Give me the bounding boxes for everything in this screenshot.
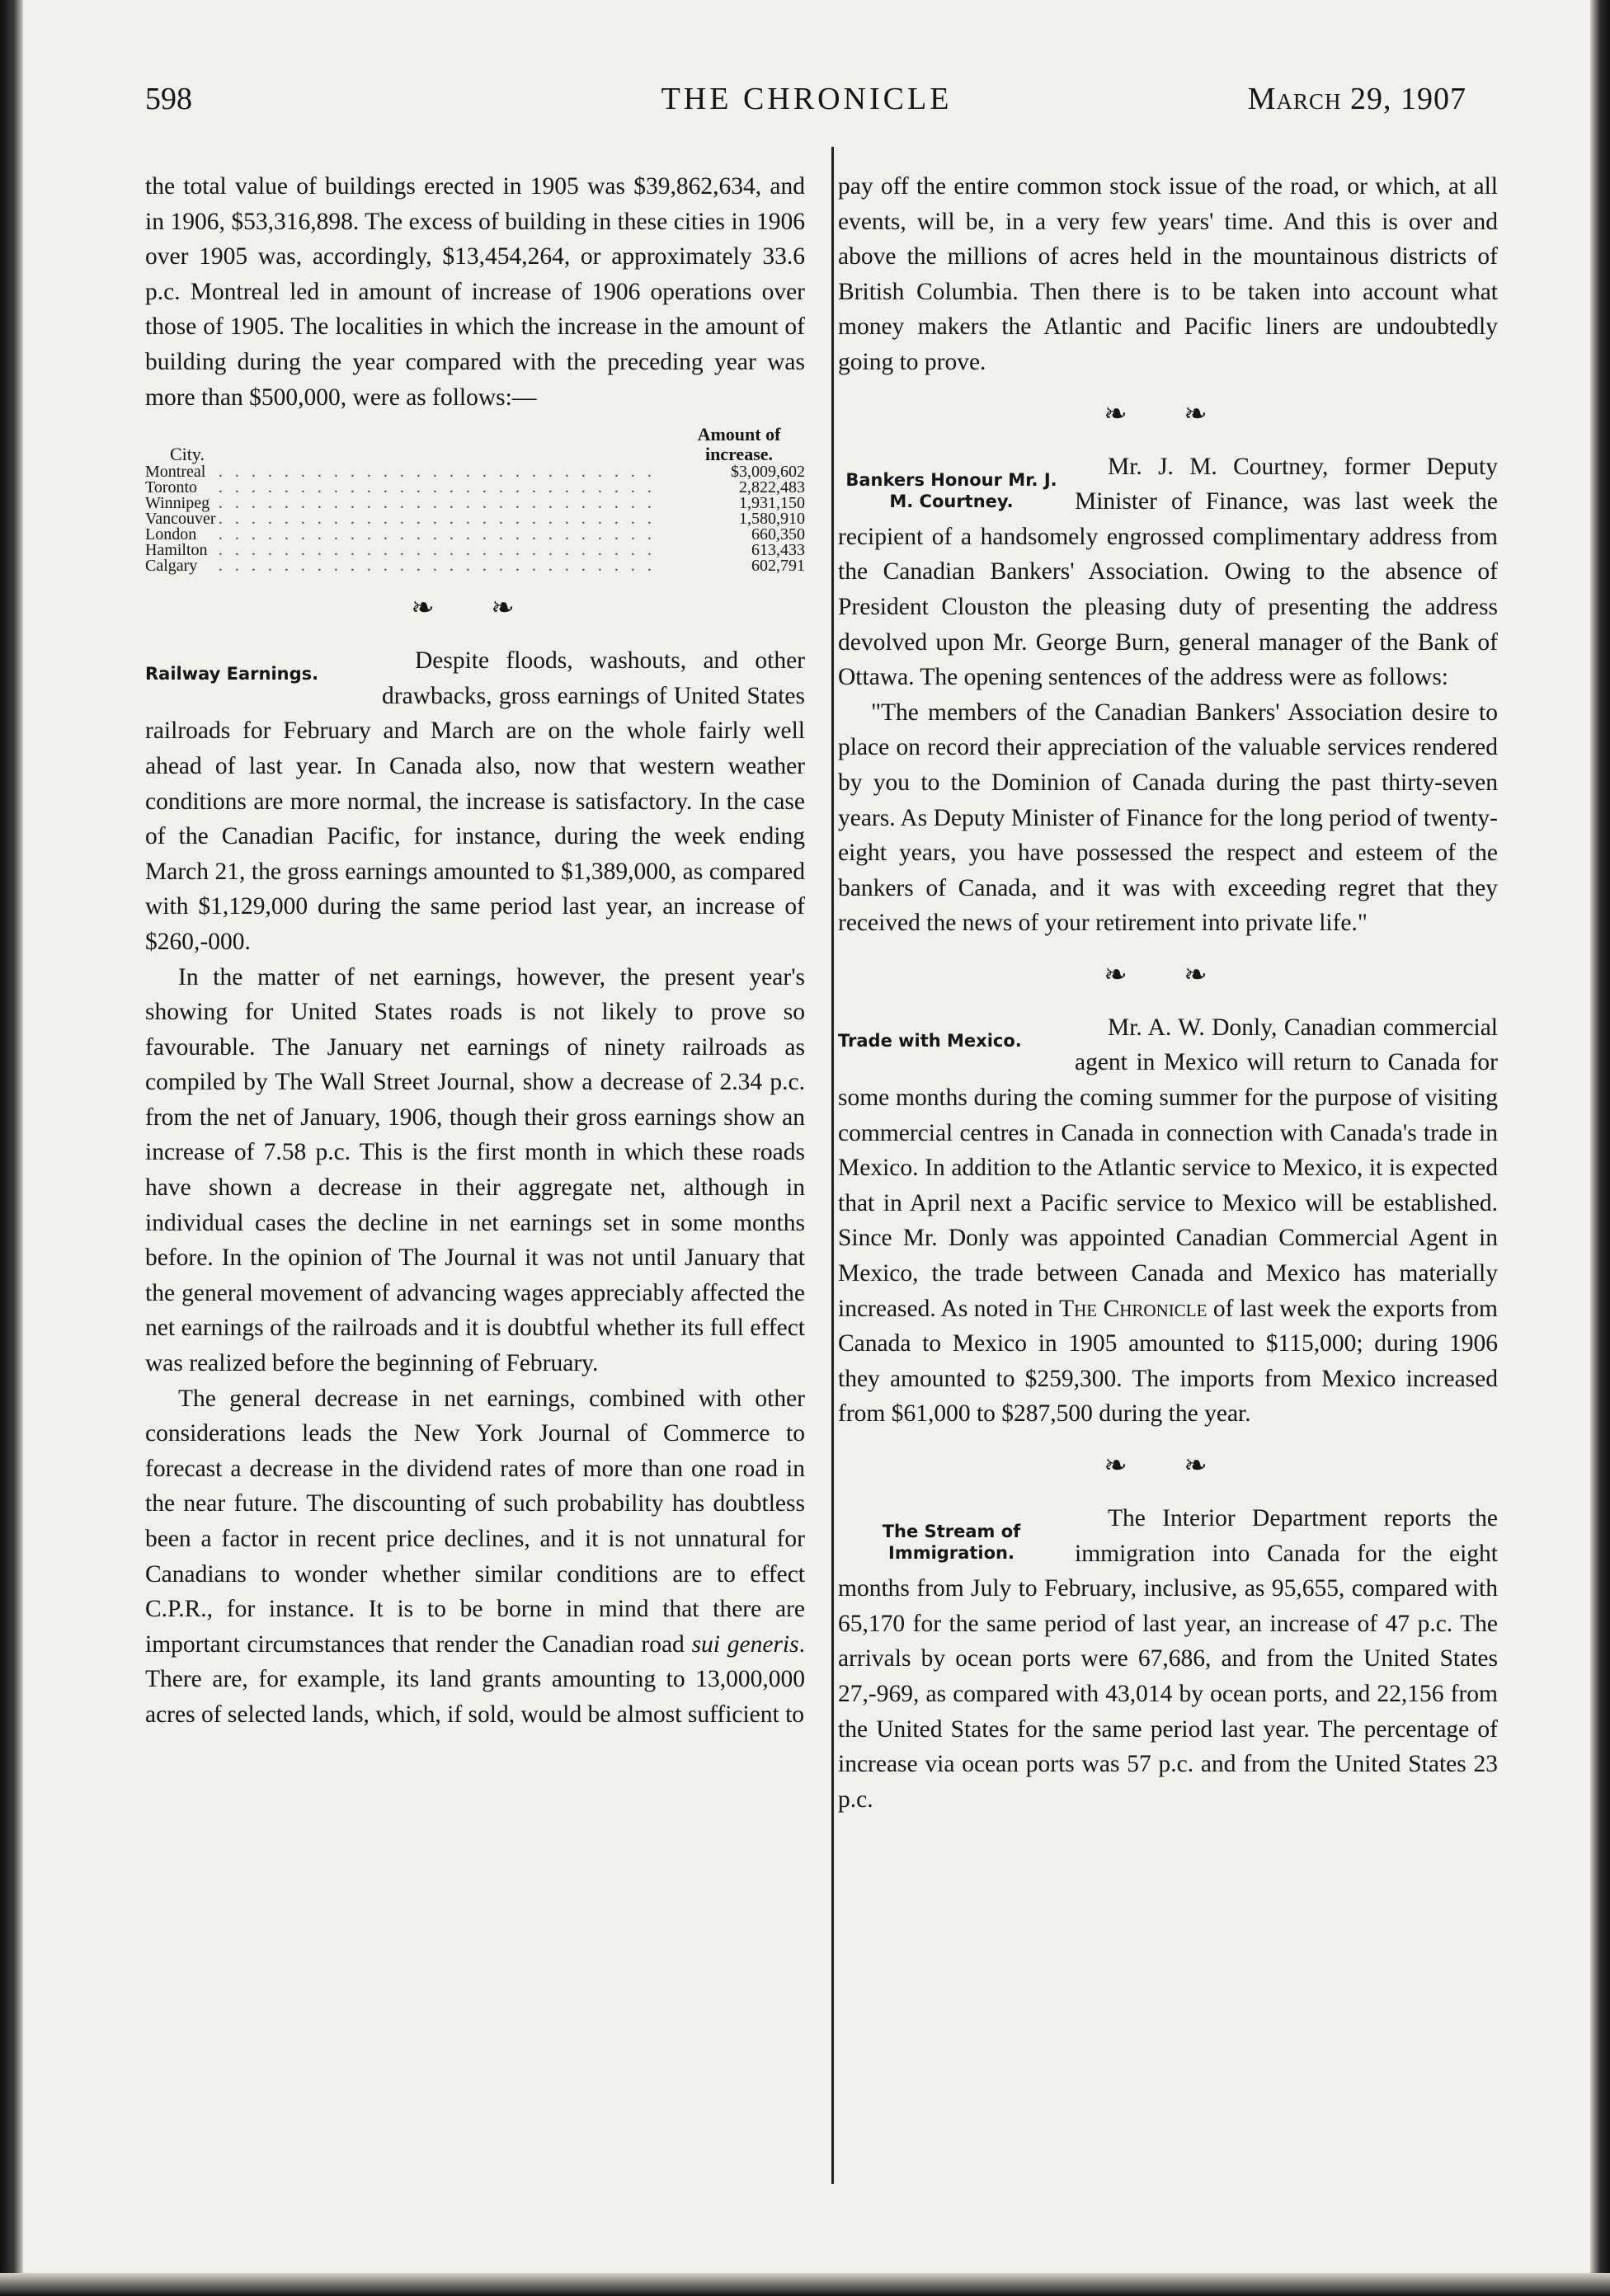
railway-p3-text-b: . There are, for example, its land grants amounting to 13,000,000 acres of selected lands, which, if sold, would be almost sufficient to (145, 1630, 805, 1728)
leader-dots: . . . . . . . . . . . . . . . . . . . . . . . . . . . (218, 543, 656, 559)
leader-dots: . . . . . . . . . . . . . . . . . . . . . . . . . . . (218, 527, 656, 543)
page-header (23, 81, 1590, 130)
building-increase-table (145, 425, 805, 574)
page-left-edge (0, 0, 23, 2296)
column-divider (831, 147, 834, 2184)
table-row (145, 527, 805, 543)
leader-dots: . . . . . . . . . . . . . . . . . . . . . . . . . . . (218, 511, 656, 528)
page-right-edge (1590, 0, 1610, 2296)
issue-date: March 29, 1907 (1247, 82, 1466, 116)
mexico-text-b: of last week the exports from Canada to Mexico in 1905 amounted to $115,000; during 1906 they amounted to $259,300. The imports from Mexico increased from $61,000 to $287,500 during the year. (838, 1295, 1498, 1428)
table-row (145, 496, 805, 511)
table-cell-city: London (145, 525, 197, 544)
table-cell-amount: 2,822,483 (739, 478, 805, 497)
newspaper-page (23, 0, 1590, 2296)
table-cell-city: Calgary (145, 557, 198, 576)
leader-dots: . . . . . . . . . . . . . . . . . . . . . . . . . . . (218, 558, 656, 575)
table-row (145, 480, 805, 496)
immigration-paragraph: The Interior Department reports the immigration into Canada for the eight months from July to February, inclusive, as 95,655, compared with 65,170 for the same period of last year, an increase of 47 p.c. The arrivals by ocean ports were 67,686, and from the United States 27,-969, as compared with 43,014 by ocean ports, and 22,156 from the United States for the same period last year. The percentage of increase via ocean ports was 57 p.c. and from the United States 23 p.c. (838, 1505, 1498, 1813)
left-column (145, 169, 805, 1733)
courtney-quote: "The members of the Canadian Bankers' Association desire to place on record their appreciation of the valuable services rendered by you to the Dominion of Canada during the past thirty-seven years. As Deputy Minister of Finance for the long period of twenty-eight years, you have possessed the respect and esteem of the bankers of Canada, and it was with exceeding regret that they received the news of your retirement into private life." (838, 699, 1498, 937)
publication-reference: The Chronicle (1059, 1295, 1208, 1322)
table-cell-amount: 602,791 (751, 557, 805, 576)
table-cell-city: Montreal (145, 463, 206, 482)
section-ornament: ❧ ❧ (1104, 959, 1232, 990)
table-cell-city: Winnipeg (145, 494, 210, 513)
table-row (145, 511, 805, 527)
table-header-city: City. (170, 444, 205, 465)
railway-paragraph-2: In the matter of net earnings, however, the present year's showing for United States roads is not likely to prove so favourable. The January net earnings of ninety railroads as compiled by The Wall Street Journal, show a decrease of 2.34 p.c. from the net of January, 1906, though their gross earnings show an increase of 7.58 p.c. This is the first month in which these roads have shown a decrease in their aggregate net, although in individual cases the decline in net earnings set in some months before. In the opinion of The Journal it was not until January that the general movement of advancing wages appreciably affected the net earnings of the railroads and it is doubtful whether its full effect was realized before the beginning of February. (145, 963, 805, 1377)
leader-dots: . . . . . . . . . . . . . . . . . . . . . . . . . . . (218, 464, 656, 481)
courtney-paragraph-1: Mr. J. M. Courtney, former Deputy Minister of Finance, was last week the recipient of a handsomely engrossed complimentary address from the Canadian Bankers' Association. Owing to the absence of President Clouston the pleasing duty of presenting the address devolved upon Mr. George Burn, general manager of the Bank of Ottawa. The opening sentences of the address were as follows: (838, 453, 1498, 691)
railway-paragraph-1: Despite floods, washouts, and other drawbacks, gross earnings of United States railroads for February and March are on the whole fairly well ahead of last year. In Canada also, now that western weather conditions are more normal, the increase is satisfactory. In the case of the Canadian Pacific, for instance, during the week ending March 21, the gross earnings amounted to $1,389,000, as compared with $1,129,000 during the same period last year, an increase of $260,-000. (145, 647, 805, 955)
page-bottom-edge (0, 2273, 1610, 2296)
section-heading-mexico: Trade with Mexico. (838, 1030, 1022, 1051)
table-cell-city: Hamilton (145, 541, 208, 560)
table-cell-amount: 613,433 (751, 541, 805, 560)
page-number: 598 (145, 82, 192, 116)
building-paragraph: the total value of buildings erected in 1905 was $39,862,634, and in 1906, $53,316,898. The excess of building in these cities in 1906 over 1905 was, accordingly, $13,454,264, or approximately 33.6 p.c. Montreal led in amount of increase of 1906 operations over those of 1905. The localities in which the increase in the amount of building during the year compared with the preceding year was more than $500,000, were as follows:— (145, 173, 805, 411)
continuation-paragraph: pay off the entire common stock issue of the road, or which, at all events, will be, in a very few years' time. And this is over and above the millions of acres held in the mountainous districts of British Columbia. Then there is to be taken into account what money makers the Atlantic and Pacific liners are undoubtedly going to prove. (838, 173, 1498, 375)
publication-title: THE CHRONICLE (661, 82, 953, 116)
table-cell-city: Toronto (145, 478, 198, 497)
table-cell-amount: 660,350 (751, 525, 805, 544)
leader-dots: . . . . . . . . . . . . . . . . . . . . . . . . . . . (218, 480, 656, 496)
mexico-paragraph (838, 1010, 1498, 1432)
table-cell-amount: 1,580,910 (739, 510, 805, 529)
mexico-text-a: Mr. A. W. Donly, Canadian commercial agent in Mexico will return to Canada for some months during the coming summer for the purpose of visiting commercial centres in Canada in connection with Canada's trade in Mexico. In addition to the Atlantic service to Mexico, it is expected that in April next a Pacific service to Mexico will be established. Since Mr. Donly was appointed Canadian Commercial Agent in Mexico, the trade between Canada and Mexico has materially increased. As noted in (838, 1014, 1498, 1322)
table-cell-city: Vancouver (145, 510, 216, 529)
section-heading-immigration: The Stream of Immigration. (882, 1522, 1021, 1563)
table-row (145, 464, 805, 480)
table-row (145, 543, 805, 558)
section-heading-courtney: Bankers Honour Mr. J. M. Courtney. (845, 469, 1057, 511)
latin-phrase: sui generis (691, 1630, 799, 1658)
railway-paragraph-3 (145, 1381, 805, 1733)
table-cell-amount: 1,931,150 (739, 494, 805, 513)
table-header-row (145, 425, 805, 464)
section-heading-railway: Railway Earnings. (145, 664, 319, 685)
table-header-amount: Amount of increase. (697, 424, 781, 465)
section-ornament: ❧ ❧ (1104, 1451, 1232, 1481)
section-ornament: ❧ ❧ (1104, 398, 1232, 430)
table-row (145, 558, 805, 574)
leader-dots: . . . . . . . . . . . . . . . . . . . . . . . . . . . (218, 496, 656, 512)
right-column (838, 169, 1498, 1817)
section-ornament: ❧ ❧ (411, 593, 539, 624)
table-cell-amount: $3,009,602 (731, 463, 805, 482)
railway-p3-text-a: The general decrease in net earnings, combined with other considerations leads the New York Journal of Commerce to forecast a decrease in the dividend rates of more than one road in the near future. The discounting of such probability has doubtless been a factor in recent price declines, and it is not unnatural for Canadians to wonder whether similar conditions are to effect C.P.R., for instance. It is to be borne in mind that there are important circumstances that render the Canadian road (145, 1385, 805, 1658)
